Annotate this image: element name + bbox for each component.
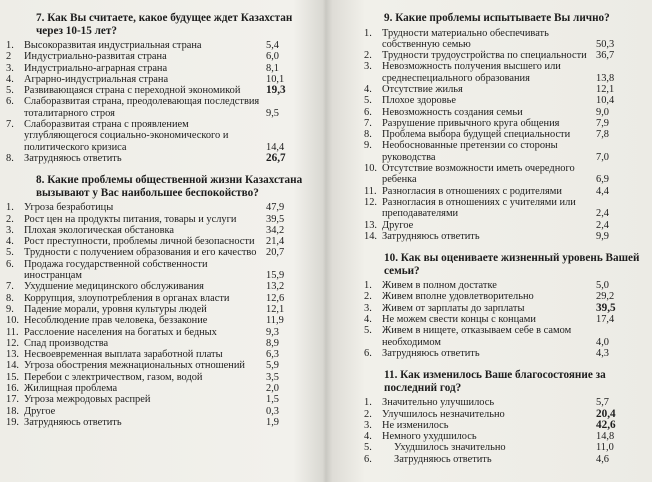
answer-value: 13,2 (266, 281, 285, 293)
answer-value: 50,3 (596, 38, 615, 50)
question-11-answers (364, 397, 648, 465)
answer-number: 3. (6, 224, 14, 236)
answer-number: 2 (6, 51, 12, 63)
answer-label: Другое (24, 405, 56, 417)
answer-label: Значительно улучшилось (382, 397, 495, 409)
answer-label: Улучшилось незначительно (382, 408, 505, 420)
answer-row (364, 28, 648, 51)
answer-row (364, 107, 648, 118)
answer-label: Живем от зарплаты до зарплаты (382, 302, 525, 314)
answer-value: 36,7 (596, 50, 615, 62)
answer-row (364, 431, 648, 442)
answer-label: Слаборазвитая страна, преодолевающая последствия тоталитарного строя (24, 96, 260, 119)
answer-row (6, 63, 306, 74)
answer-row (364, 186, 648, 197)
answer-row (364, 129, 648, 140)
answer-row (6, 360, 306, 371)
answer-number: 4. (364, 431, 372, 443)
answer-number: 4. (6, 236, 14, 248)
answer-value: 39,5 (266, 213, 285, 225)
answer-row (6, 383, 306, 394)
answer-label: Продажа государственной собственности иностранцам (24, 258, 208, 282)
answer-number: 16. (6, 383, 19, 395)
answer-label: Трудности трудоустройства по специальности (382, 50, 587, 62)
answer-value: 12,1 (596, 83, 615, 95)
answer-number: 6. (6, 258, 14, 270)
answer-label: Затрудняюсь ответить (382, 230, 480, 242)
answer-row (364, 220, 648, 231)
answer-label: Ухудшение медицинского обслуживания (24, 281, 204, 293)
answer-number: 7. (6, 281, 14, 293)
answer-number: 7. (6, 119, 14, 131)
answer-row (364, 442, 648, 453)
right-page (364, 12, 648, 465)
answer-value: 5,9 (266, 360, 279, 372)
answer-row (6, 315, 306, 326)
answer-value: 8,1 (266, 62, 279, 74)
answer-label: Плохое здоровье (382, 95, 457, 107)
answer-value: 19,3 (266, 84, 286, 97)
question-7-answers (6, 40, 306, 164)
answer-row (6, 214, 306, 225)
answer-number: 9. (364, 140, 372, 152)
answer-label: Жилищная проблема (24, 383, 118, 395)
answer-row (364, 50, 648, 61)
answer-value: 11,0 (596, 442, 614, 454)
answer-number: 13. (6, 349, 19, 361)
answer-label: Аграрно-индустриальная страна (24, 73, 169, 85)
answer-label: Плохая экологическая обстановка (24, 224, 175, 236)
answer-number: 4. (364, 314, 372, 326)
answer-value: 9,0 (596, 106, 609, 118)
answer-label: Слаборазвитая страна с проявлением углубляющегося социально-экономического и политического кризиса (24, 119, 229, 153)
answer-value: 14,8 (596, 431, 615, 443)
answer-label: Разногласия в отношениях с учителями или преподавателями (382, 196, 576, 220)
answer-value: 42,6 (596, 418, 616, 431)
answer-row (6, 74, 306, 85)
answer-number: 7. (364, 117, 372, 129)
answer-number: 3. (364, 302, 372, 314)
answer-number: 12. (364, 196, 377, 208)
answer-number: 4. (364, 83, 372, 95)
answer-number: 6. (6, 96, 14, 108)
answer-value: 2,0 (266, 383, 279, 395)
answer-number: 8. (6, 292, 14, 304)
answer-row (364, 140, 648, 163)
answer-label: Живем в полном достатке (382, 280, 497, 292)
answer-number: 11. (364, 185, 377, 197)
answer-number: 2. (364, 50, 372, 62)
answer-value: 13,8 (596, 72, 615, 84)
answer-value: 5,4 (266, 40, 279, 51)
answer-value: 7,0 (596, 151, 609, 163)
answer-label: Разрушение привычного круга общения (382, 117, 560, 129)
answer-value: 26,7 (266, 151, 286, 164)
answer-label: Индустриально-развитая страна (24, 51, 167, 63)
answer-row (6, 153, 306, 164)
answer-number: 5. (364, 95, 372, 107)
answer-value: 10,4 (596, 95, 615, 107)
answer-value: 3,5 (266, 371, 279, 383)
answer-label: Проблема выбора будущей специальности (382, 129, 571, 141)
answer-number: 1. (364, 397, 372, 409)
answer-value: 21,4 (266, 236, 285, 248)
answer-value: 47,9 (266, 202, 285, 214)
answer-value: 6,0 (266, 51, 279, 63)
answer-value: 4,6 (596, 453, 609, 465)
question-9-answers (364, 28, 648, 243)
answer-row (364, 95, 648, 106)
answer-label: Немного ухудшилось (382, 431, 477, 443)
answer-value: 14,4 (266, 141, 285, 153)
answer-row (6, 349, 306, 360)
answer-label: Падение морали, уровня культуры людей (24, 303, 207, 315)
answer-row (364, 118, 648, 129)
answer-number: 3. (364, 61, 372, 73)
answer-label: Несоблюдение прав человека, беззаконие (24, 315, 208, 327)
answer-number: 6. (364, 453, 372, 465)
answer-row (364, 420, 648, 431)
answer-value: 4,0 (596, 336, 609, 348)
answer-label: Рост преступности, проблемы личной безопасности (24, 236, 255, 248)
answer-row (6, 417, 306, 428)
answer-value: 6,9 (596, 174, 609, 186)
answer-value: 10,1 (266, 73, 285, 85)
answer-label: Несвоевременная выплата заработной платы (24, 349, 223, 361)
answer-value: 4,4 (596, 185, 609, 197)
answer-number: 6. (364, 106, 372, 118)
answer-label: Угроза межродовых распрей (24, 394, 151, 406)
answer-label: Развивающаяся страна с переходной экономикой (24, 85, 241, 97)
answer-label: Разногласия в отношениях с родителями (382, 185, 562, 197)
question-9-title: 9. Какие проблемы испытываете Вы лично? (384, 12, 610, 24)
answer-number: 1. (364, 27, 372, 39)
answer-number: 5. (6, 247, 14, 259)
answer-number: 8. (364, 129, 372, 141)
answer-row (6, 259, 306, 282)
answer-value: 1,9 (266, 416, 279, 428)
answer-label: Трудности с получением образования и его качество (24, 247, 257, 259)
answer-label: Ухудшилось значительно (394, 442, 506, 454)
answer-value: 2,4 (596, 208, 609, 220)
answer-row (364, 303, 648, 314)
answer-row (364, 231, 648, 242)
answer-row (6, 85, 306, 96)
left-page (6, 12, 306, 428)
answer-row (364, 397, 648, 408)
answer-number: 14. (6, 360, 19, 372)
answer-value: 15,9 (266, 270, 285, 282)
answer-number: 3. (6, 62, 14, 74)
answer-value: 0,3 (266, 405, 279, 417)
answer-row (6, 338, 306, 349)
question-11-title: 11. Как изменилось Ваше благосостояние за последний год? (384, 369, 606, 394)
answer-row (6, 281, 306, 292)
answer-row (6, 293, 306, 304)
answer-row (364, 197, 648, 220)
answer-label: Живем вполне удовлетворительно (382, 291, 534, 303)
answer-value: 9,5 (266, 107, 279, 119)
question-10-title: 10. Как вы оцениваете жизненный уровень Вашей семьи? (384, 252, 640, 277)
answer-label: Рост цен на продукты питания, товары и услуги (24, 213, 237, 225)
answer-number: 2. (364, 408, 372, 420)
answer-label: Необоснованные претензии со стороны руководства (382, 140, 558, 163)
answer-value: 5,7 (596, 397, 609, 409)
answer-number: 10. (6, 315, 19, 327)
answer-value: 6,3 (266, 349, 279, 361)
answer-row (6, 202, 306, 213)
answer-value: 1,5 (266, 394, 279, 406)
answer-row (6, 96, 306, 119)
answer-row (6, 327, 306, 338)
answer-label: Отсутствие возможности иметь очередного ребенка (382, 163, 575, 186)
answer-label: Затрудняюсь ответить (394, 453, 492, 465)
answer-number: 14. (364, 230, 377, 242)
answer-label: Не изменилось (382, 419, 449, 431)
answer-number: 8. (6, 152, 14, 164)
answer-label: Трудности материально обеспечивать собственную семью (382, 27, 549, 50)
question-10-answers (364, 280, 648, 359)
answer-number: 12. (6, 337, 19, 349)
answer-label: Перебои с электричеством, газом, водой (24, 371, 203, 383)
answer-label: Коррупция, злоупотребления в органах власти (24, 292, 230, 304)
answer-row (364, 61, 648, 84)
answer-value: 7,8 (596, 129, 609, 141)
answer-row (364, 280, 648, 291)
answer-value: 17,4 (596, 314, 615, 326)
answer-label: Отсутствие жилья (382, 83, 463, 95)
answer-number: 1. (364, 280, 372, 292)
answer-number: 15. (6, 371, 19, 383)
answer-label: Угроза безработицы (24, 202, 114, 214)
question-8-answers (6, 202, 306, 428)
answer-label: Спад производства (24, 337, 109, 349)
answer-value: 12,6 (266, 292, 285, 304)
answer-value: 39,5 (596, 301, 616, 314)
answer-number: 1. (6, 202, 14, 214)
answer-row (364, 454, 648, 465)
answer-row (364, 325, 648, 348)
answer-number: 13. (364, 219, 377, 231)
answer-number: 5. (364, 325, 372, 337)
answer-row (6, 406, 306, 417)
answer-value: 4,3 (596, 347, 609, 359)
answer-value: 29,2 (596, 291, 615, 303)
answer-number: 19. (6, 416, 19, 428)
answer-row (6, 225, 306, 236)
answer-row (364, 348, 648, 359)
answer-value: 12,1 (266, 303, 285, 315)
answer-row (6, 51, 306, 62)
answer-number: 1. (6, 40, 14, 51)
question-8-title: 8. Какие проблемы общественной жизни Казахстана вызывают у Вас наибольшее беспокойство? (36, 174, 303, 199)
answer-number: 6. (364, 347, 372, 359)
answer-row (6, 236, 306, 247)
answer-number: 5. (364, 442, 372, 454)
answer-number: 2. (364, 291, 372, 303)
answer-value: 9,9 (596, 230, 609, 242)
answer-value: 2,4 (596, 219, 609, 231)
answer-number: 5. (6, 85, 14, 97)
answer-row (6, 394, 306, 405)
answer-value: 20,4 (596, 407, 616, 420)
answer-number: 3. (364, 419, 372, 431)
answer-label: Затрудняюсь ответить (24, 152, 122, 164)
answer-label: Расслоение населения на богатых и бедных (24, 326, 217, 338)
answer-number: 4. (6, 73, 14, 85)
answer-value: 9,3 (266, 326, 279, 338)
answer-label: Затрудняюсь ответить (24, 416, 122, 428)
answer-label: Затрудняюсь ответить (382, 347, 480, 359)
answer-row (6, 247, 306, 258)
answer-value: 11,9 (266, 315, 284, 327)
answer-label: Индустриально-аграрная страна (24, 62, 168, 74)
answer-value: 7,9 (596, 117, 609, 129)
answer-value: 34,2 (266, 224, 285, 236)
answer-row (364, 84, 648, 95)
answer-value: 8,9 (266, 337, 279, 349)
answer-number: 2. (6, 213, 14, 225)
answer-row (6, 119, 306, 153)
answer-label: Угроза обострения межнациональных отношений (24, 360, 245, 372)
answer-label: Живем в нищете, отказываем себе в самом необходимом (382, 325, 572, 348)
question-7-title: 7. Как Вы считаете, какое будущее ждет Казахстан через 10-15 лет? (36, 12, 293, 37)
answer-label: Высокоразвитая индустриальная страна (24, 40, 202, 51)
answer-value: 5,0 (596, 280, 609, 292)
answer-value: 20,7 (266, 247, 285, 259)
answer-label: Невозможность создания семьи (382, 106, 523, 118)
answer-row (364, 314, 648, 325)
answer-row (6, 304, 306, 315)
answer-label: Не можем свести концы с концами (382, 314, 536, 326)
answer-row (6, 372, 306, 383)
answer-number: 11. (6, 326, 19, 338)
answer-number: 10. (364, 163, 377, 175)
answer-label: Другое (382, 219, 414, 231)
answer-row (364, 163, 648, 186)
answer-number: 17. (6, 394, 19, 406)
answer-row (6, 40, 306, 51)
answer-number: 9. (6, 303, 14, 315)
answer-number: 18. (6, 405, 19, 417)
answer-label: Невозможность получения высшего или среднеспециального образования (382, 61, 561, 84)
